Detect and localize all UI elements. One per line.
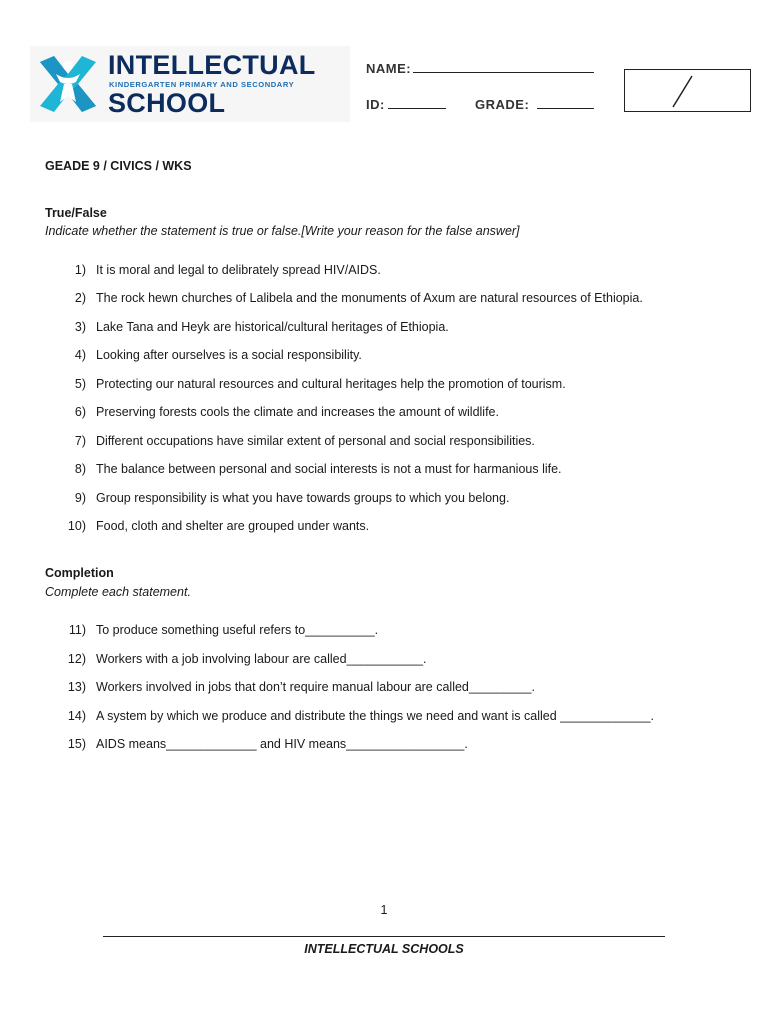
question-text: Food, cloth and shelter are grouped under wants. [96,519,370,533]
completion-instruction: Complete each statement. [45,585,191,599]
grade-label: GRADE: [475,97,530,112]
score-box[interactable] [624,69,751,112]
id-label: ID: [366,97,385,112]
logo-title: INTELLECTUAL [108,50,316,80]
question-number: 3) [74,320,86,334]
subject-line: GEADE 9 / CIVICS / WKS [45,159,192,173]
question-text: AIDS means_____________ and HIV means_________________. [96,737,468,751]
true-false-instruction: Indicate whether the statement is true or false.[Write your reason for the false answer] [45,224,520,238]
question-text: A system by which we produce and distribute the things we need and want is called _____________. [96,709,655,723]
completion-heading: Completion [45,566,114,580]
worksheet-header [0,0,768,130]
school-logo-icon [36,52,100,116]
question-number: 8) [74,462,86,476]
question-text: Workers with a job involving labour are called___________. [96,652,427,666]
question-text: Workers involved in jobs that don’t require manual labour are called_________. [96,680,535,694]
question-text: Group responsibility is what you have towards groups to which you belong. [96,491,510,505]
logo-school: SCHOOL [108,88,226,118]
question-number: 2) [74,291,86,305]
question-text: Lake Tana and Heyk are historical/cultural heritages of Ethiopia. [96,320,449,334]
true-false-heading: True/False [45,206,107,220]
name-label: NAME: [366,61,412,76]
school-logo [30,46,350,122]
question-number: 13) [67,680,86,694]
question-number: 11) [68,623,86,637]
question-text: The rock hewn churches of Lalibela and the monuments of Axum are natural resources of Ethiopia. [96,291,643,305]
question-number: 15) [67,737,86,751]
question-text: The balance between personal and social interests is not a must for harmanious life. [96,462,562,476]
question-number: 9) [74,491,86,505]
question-number: 10) [67,519,86,533]
question-text: Preserving forests cools the climate and increases the amount of wildlife. [96,405,499,419]
question-number: 6) [74,405,86,419]
question-text: Looking after ourselves is a social responsibility. [96,348,362,362]
footer-divider [103,936,665,937]
question-text: To produce something useful refers to__________. [96,623,379,637]
question-number: 5) [74,377,86,391]
name-field[interactable] [413,72,594,73]
question-number: 14) [67,709,86,723]
question-number: 4) [74,348,86,362]
question-number: 12) [67,652,86,666]
page-number: 1 [380,903,388,917]
question-number: 1) [74,263,86,277]
question-text: It is moral and legal to delibrately spread HIV/AIDS. [96,263,381,277]
grade-field[interactable] [537,108,594,109]
question-text: Different occupations have similar extent of personal and social responsibilities. [96,434,535,448]
question-number: 7) [74,434,86,448]
logo-subtitle: KINDERGARTEN PRIMARY AND SECONDARY [109,80,295,89]
footer-school-name: INTELLECTUAL SCHOOLS [304,942,464,956]
question-text: Protecting our natural resources and cultural heritages help the promotion of tourism. [96,377,566,391]
slash-icon [625,70,752,113]
id-field[interactable] [388,108,446,109]
